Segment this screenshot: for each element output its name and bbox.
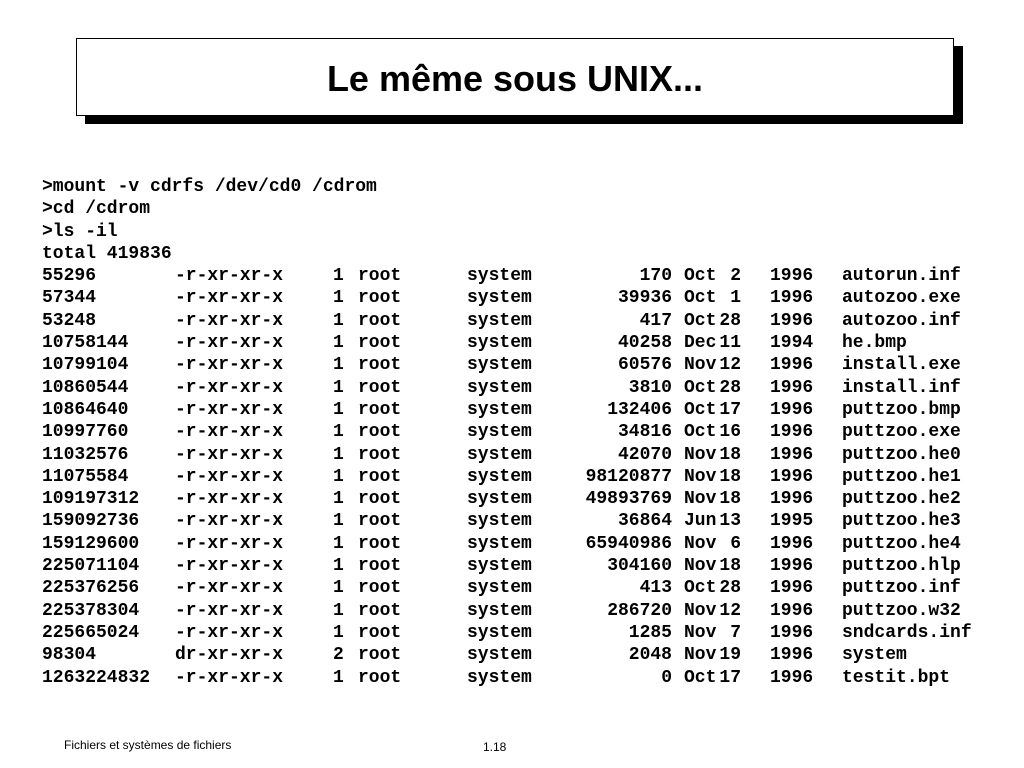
listing-links: 1 xyxy=(333,333,344,354)
listing-owner: root xyxy=(358,533,402,554)
listing-year: 1996 xyxy=(770,600,814,621)
listing-inode: 225376256 xyxy=(42,578,140,599)
total-line: total 419836 xyxy=(42,243,172,264)
terminal-output xyxy=(42,176,972,689)
listing-size: 2048 xyxy=(628,645,672,666)
listing-inode: 1263224832 xyxy=(42,667,151,688)
listing-month: Nov xyxy=(684,556,717,577)
listing-group: system xyxy=(467,399,532,420)
listing-month: Oct xyxy=(684,377,717,398)
listing-name: system xyxy=(842,645,907,666)
listing-name: puttzoo.he2 xyxy=(842,489,961,510)
listing-year: 1996 xyxy=(770,622,814,643)
listing-year: 1996 xyxy=(770,355,814,376)
listing-month: Dec xyxy=(684,333,717,354)
listing-day: 19 xyxy=(719,645,741,666)
listing-month: Oct xyxy=(684,266,717,287)
listing-size: 40258 xyxy=(617,333,672,354)
listing-inode: 10864640 xyxy=(42,399,129,420)
listing-size: 170 xyxy=(639,266,672,287)
listing-name: puttzoo.he3 xyxy=(842,511,961,532)
listing-owner: root xyxy=(358,556,402,577)
listing-owner: root xyxy=(358,667,402,688)
listing-day: 28 xyxy=(719,310,741,331)
listing-month: Oct xyxy=(684,310,717,331)
listing-inode: 109197312 xyxy=(42,489,140,510)
listing-perm: dr-xr-xr-x xyxy=(175,645,284,666)
listing-row xyxy=(42,600,961,622)
listing-links: 1 xyxy=(333,399,344,420)
listing-year: 1996 xyxy=(770,667,814,688)
listing-name: install.exe xyxy=(842,355,961,376)
listing-size: 34816 xyxy=(617,422,672,443)
listing-perm: -r-xr-xr-x xyxy=(175,466,284,487)
page-number: 1.18 xyxy=(483,740,507,754)
listing-perm: -r-xr-xr-x xyxy=(175,266,284,287)
listing-inode: 57344 xyxy=(42,288,97,309)
listing-month: Oct xyxy=(684,578,717,599)
listing-group: system xyxy=(467,667,532,688)
listing-links: 1 xyxy=(333,489,344,510)
listing-owner: root xyxy=(358,377,402,398)
listing-perm: -r-xr-xr-x xyxy=(175,600,284,621)
listing-owner: root xyxy=(358,422,402,443)
listing-size: 417 xyxy=(639,310,672,331)
listing-group: system xyxy=(467,466,532,487)
listing-links: 1 xyxy=(333,578,344,599)
listing-links: 1 xyxy=(333,600,344,621)
listing-perm: -r-xr-xr-x xyxy=(175,288,284,309)
listing-perm: -r-xr-xr-x xyxy=(175,399,284,420)
listing-perm: -r-xr-xr-x xyxy=(175,533,284,554)
listing-month: Jun xyxy=(684,511,717,532)
listing-group: system xyxy=(467,310,532,331)
listing-year: 1994 xyxy=(770,333,814,354)
listing-name: puttzoo.inf xyxy=(842,578,961,599)
listing-owner: root xyxy=(358,333,402,354)
listing-name: puttzoo.he0 xyxy=(842,444,961,465)
listing-size: 36864 xyxy=(617,511,672,532)
listing-name: install.inf xyxy=(842,377,961,398)
listing-row xyxy=(42,555,961,577)
listing-year: 1996 xyxy=(770,377,814,398)
listing-year: 1996 xyxy=(770,578,814,599)
listing-month: Nov xyxy=(684,600,717,621)
listing-perm: -r-xr-xr-x xyxy=(175,310,284,331)
listing-year: 1996 xyxy=(770,422,814,443)
listing-year: 1996 xyxy=(770,266,814,287)
command-line: >mount -v cdrfs /dev/cd0 /cdrom xyxy=(42,177,377,197)
listing-links: 1 xyxy=(333,444,344,465)
listing-row xyxy=(42,577,961,599)
listing-name: puttzoo.hlp xyxy=(842,556,961,577)
listing-owner: root xyxy=(358,466,402,487)
listing-month: Oct xyxy=(684,667,717,688)
listing-row xyxy=(42,332,907,354)
footer-course-title: Fichiers et systèmes de fichiers xyxy=(64,738,232,752)
listing-inode: 10799104 xyxy=(42,355,129,376)
listing-row xyxy=(42,287,961,309)
listing-year: 1996 xyxy=(770,645,814,666)
listing-group: system xyxy=(467,355,532,376)
listing-links: 1 xyxy=(333,355,344,376)
listing-group: system xyxy=(467,645,532,666)
listing-month: Nov xyxy=(684,466,717,487)
listing-day: 28 xyxy=(719,578,741,599)
listing-name: autozoo.inf xyxy=(842,310,961,331)
listing-inode: 159092736 xyxy=(42,511,140,532)
listing-size: 98120877 xyxy=(585,466,672,487)
listing-month: Nov xyxy=(684,645,717,666)
listing-day: 17 xyxy=(719,399,741,420)
listing-name: sndcards.inf xyxy=(842,622,972,643)
listing-owner: root xyxy=(358,511,402,532)
listing-day: 18 xyxy=(719,489,741,510)
listing-row xyxy=(42,265,961,287)
listing-owner: root xyxy=(358,266,402,287)
listing-name: autorun.inf xyxy=(842,266,961,287)
listing-row xyxy=(42,533,961,555)
listing-owner: root xyxy=(358,444,402,465)
listing-group: system xyxy=(467,578,532,599)
listing-day: 1 xyxy=(730,288,741,309)
listing-inode: 55296 xyxy=(42,266,97,287)
listing-owner: root xyxy=(358,288,402,309)
command-line: >ls -il xyxy=(42,221,118,242)
listing-group: system xyxy=(467,489,532,510)
listing-size: 0 xyxy=(661,667,672,688)
listing-group: system xyxy=(467,444,532,465)
listing-name: puttzoo.he1 xyxy=(842,466,961,487)
listing-size: 304160 xyxy=(607,556,672,577)
listing-owner: root xyxy=(358,355,402,376)
listing-row xyxy=(42,354,961,376)
listing-row xyxy=(42,377,961,399)
slide-title: Le même sous UNIX... xyxy=(326,58,704,99)
listing-group: system xyxy=(467,266,532,287)
listing-size: 286720 xyxy=(607,600,672,621)
listing-perm: -r-xr-xr-x xyxy=(175,444,284,465)
listing-name: puttzoo.w32 xyxy=(842,600,961,621)
listing-links: 1 xyxy=(333,466,344,487)
listing-month: Nov xyxy=(684,622,717,643)
listing-day: 6 xyxy=(730,533,741,554)
listing-group: system xyxy=(467,333,532,354)
title-box xyxy=(76,38,954,116)
command-line: >cd /cdrom xyxy=(42,199,151,220)
listing-size: 39936 xyxy=(617,288,672,309)
listing-day: 18 xyxy=(719,556,741,577)
listing-year: 1996 xyxy=(770,288,814,309)
listing-row xyxy=(42,510,961,532)
listing-year: 1996 xyxy=(770,466,814,487)
listing-row xyxy=(42,466,961,488)
listing-links: 1 xyxy=(333,288,344,309)
listing-owner: root xyxy=(358,600,402,621)
listing-year: 1996 xyxy=(770,310,814,331)
listing-name: puttzoo.bmp xyxy=(842,399,961,420)
listing-group: system xyxy=(467,622,532,643)
listing-name: puttzoo.he4 xyxy=(842,533,961,554)
listing-month: Nov xyxy=(684,489,717,510)
listing-inode: 225071104 xyxy=(42,556,140,577)
listing-links: 2 xyxy=(333,645,344,666)
listing-name: he.bmp xyxy=(842,333,907,354)
listing-row xyxy=(42,622,972,644)
listing-day: 18 xyxy=(719,466,741,487)
listing-group: system xyxy=(467,377,532,398)
listing-perm: -r-xr-xr-x xyxy=(175,377,284,398)
listing-day: 11 xyxy=(719,333,741,354)
listing-size: 132406 xyxy=(607,399,672,420)
listing-month: Oct xyxy=(684,288,717,309)
listing-day: 12 xyxy=(719,600,741,621)
listing-links: 1 xyxy=(333,266,344,287)
listing-size: 42070 xyxy=(617,444,672,465)
listing-month: Oct xyxy=(684,422,717,443)
listing-perm: -r-xr-xr-x xyxy=(175,667,284,688)
listing-inode: 159129600 xyxy=(42,533,140,554)
listing-row xyxy=(42,488,961,510)
listing-day: 7 xyxy=(730,622,741,643)
listing-group: system xyxy=(467,422,532,443)
listing-size: 3810 xyxy=(628,377,672,398)
listing-month: Nov xyxy=(684,533,717,554)
listing-year: 1996 xyxy=(770,556,814,577)
listing-row xyxy=(42,667,951,689)
listing-day: 13 xyxy=(719,511,741,532)
listing-links: 1 xyxy=(333,667,344,688)
listing-inode: 225378304 xyxy=(42,600,140,621)
listing-year: 1996 xyxy=(770,533,814,554)
listing-perm: -r-xr-xr-x xyxy=(175,422,284,443)
listing-group: system xyxy=(467,533,532,554)
listing-owner: root xyxy=(358,489,402,510)
listing-perm: -r-xr-xr-x xyxy=(175,622,284,643)
listing-name: autozoo.exe xyxy=(842,288,961,309)
listing-size: 413 xyxy=(639,578,672,599)
listing-day: 28 xyxy=(719,377,741,398)
listing-inode: 11032576 xyxy=(42,444,129,465)
listing-inode: 11075584 xyxy=(42,466,129,487)
listing-month: Oct xyxy=(684,399,717,420)
listing-year: 1995 xyxy=(770,511,814,532)
listing-perm: -r-xr-xr-x xyxy=(175,578,284,599)
listing-size: 49893769 xyxy=(585,489,672,510)
listing-year: 1996 xyxy=(770,399,814,420)
listing-inode: 53248 xyxy=(42,310,97,331)
listing-group: system xyxy=(467,600,532,621)
listing-group: system xyxy=(467,288,532,309)
listing-row xyxy=(42,644,907,666)
listing-month: Nov xyxy=(684,444,717,465)
listing-owner: root xyxy=(358,645,402,666)
listing-perm: -r-xr-xr-x xyxy=(175,556,284,577)
listing-links: 1 xyxy=(333,377,344,398)
listing-month: Nov xyxy=(684,355,717,376)
listing-inode: 10860544 xyxy=(42,377,129,398)
listing-name: puttzoo.exe xyxy=(842,422,961,443)
listing-links: 1 xyxy=(333,622,344,643)
listing-day: 12 xyxy=(719,355,741,376)
listing-perm: -r-xr-xr-x xyxy=(175,333,284,354)
listing-group: system xyxy=(467,556,532,577)
listing-owner: root xyxy=(358,310,402,331)
listing-row xyxy=(42,399,961,421)
listing-day: 18 xyxy=(719,444,741,465)
listing-links: 1 xyxy=(333,533,344,554)
listing-name: testit.bpt xyxy=(842,667,951,688)
listing-owner: root xyxy=(358,399,402,420)
listing-owner: root xyxy=(358,578,402,599)
listing-inode: 225665024 xyxy=(42,622,140,643)
listing-inode: 98304 xyxy=(42,645,97,666)
listing-size: 65940986 xyxy=(585,533,672,554)
listing-owner: root xyxy=(358,622,402,643)
listing-row xyxy=(42,444,961,466)
listing-links: 1 xyxy=(333,511,344,532)
listing-day: 16 xyxy=(719,422,741,443)
listing-perm: -r-xr-xr-x xyxy=(175,511,284,532)
listing-inode: 10997760 xyxy=(42,422,129,443)
listing-row xyxy=(42,421,961,443)
listing-day: 2 xyxy=(730,266,741,287)
listing-size: 60576 xyxy=(617,355,672,376)
listing-perm: -r-xr-xr-x xyxy=(175,355,284,376)
listing-perm: -r-xr-xr-x xyxy=(175,489,284,510)
listing-day: 17 xyxy=(719,667,741,688)
listing-group: system xyxy=(467,511,532,532)
listing-size: 1285 xyxy=(628,622,672,643)
listing-year: 1996 xyxy=(770,444,814,465)
listing-row xyxy=(42,310,961,332)
listing-links: 1 xyxy=(333,556,344,577)
listing-year: 1996 xyxy=(770,489,814,510)
file-listing xyxy=(42,265,972,689)
listing-links: 1 xyxy=(333,422,344,443)
listing-inode: 10758144 xyxy=(42,333,129,354)
listing-links: 1 xyxy=(333,310,344,331)
